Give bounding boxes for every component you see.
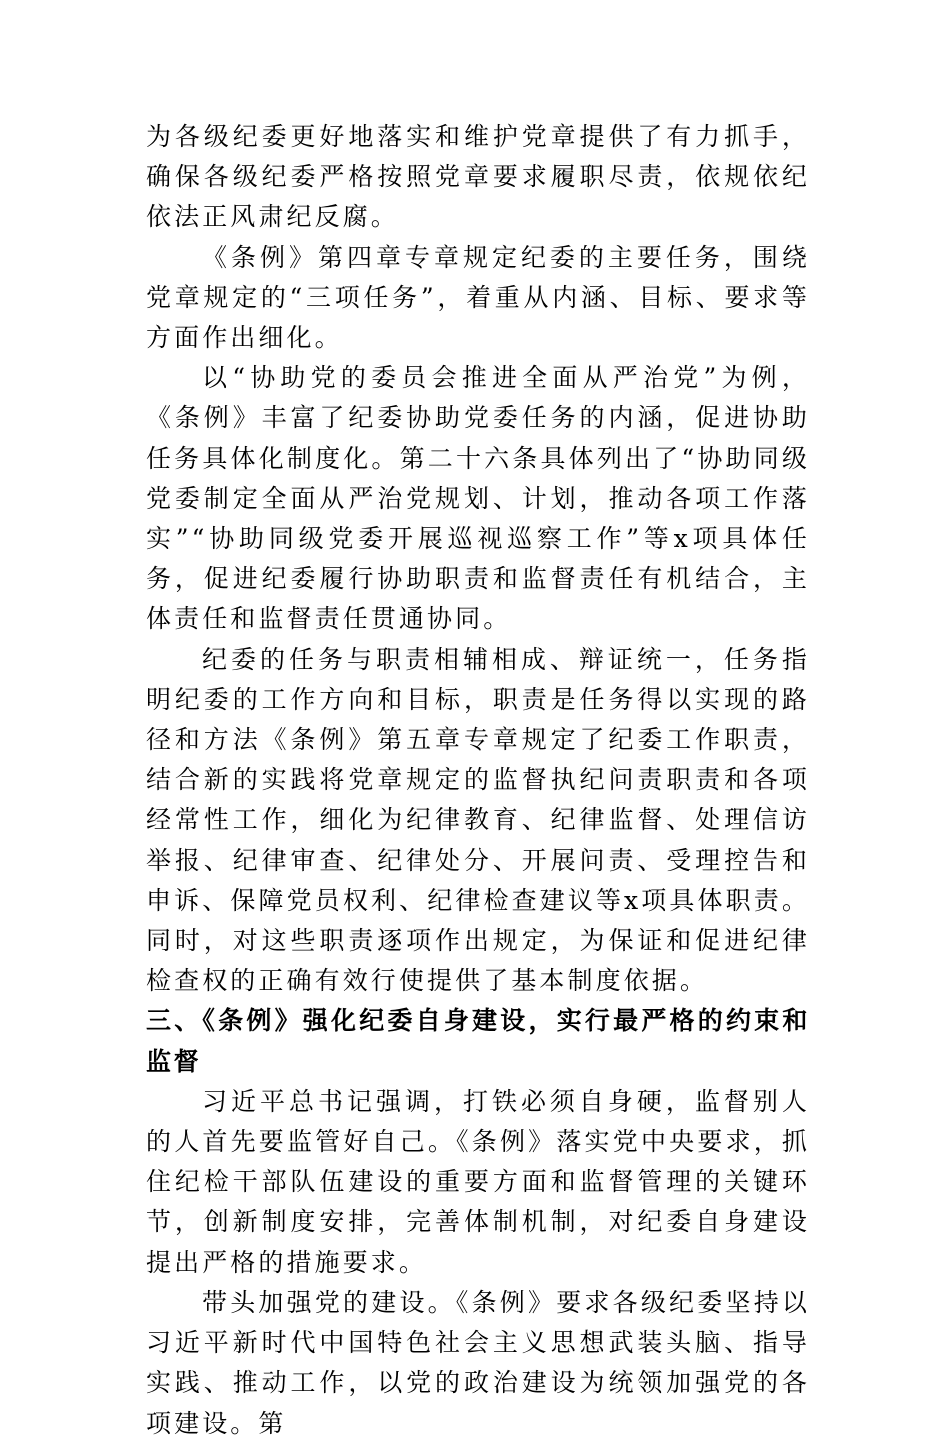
paragraph-intro-continuation: 为各级纪委更好地落实和维护党章提供了有力抓手，确保各级纪委严格按照党章要求履职尽责，依规依纪依法正风肃纪反腐。 [146,122,810,232]
document-body [146,117,810,1444]
paragraph-tasks-and-duties: 纪委的任务与职责相辅相成、辩证统一，任务指明纪委的工作方向和目标，职责是任务得以实现的路径和方法《条例》第五章专章规定了纪委工作职责，结合新的实践将党章规定的监督执纪问责职责和各项经常性工作，细化为纪律教育、纪律监督、处理信访举报、纪律审查、纪律处分、开展问责、受理控告和申诉、保障党员权利、纪律检查建议等x项具体职责。同时，对这些职责逐项作出规定，为保证和促进纪律检查权的正确有效行使提供了基本制度依据。 [146,644,810,996]
paragraph-party-building: 带头加强党的建设。《条例》要求各级纪委坚持以习近平新时代中国特色社会主义思想武装头脑、指导实践、推动工作，以党的政治建设为统领加强党的各项建设。第 [146,1287,810,1438]
paragraph-chapter-four-tasks: 《条例》第四章专章规定纪委的主要任务，围绕党章规定的“三项任务”，着重从内涵、目标、要求等方面作出细化。 [146,242,810,353]
paragraph-self-discipline: 习近平总书记强调，打铁必须自身硬，监督别人的人首先要监管好自己。《条例》落实党中央要求，抓住纪检干部队伍建设的重要方面和监督管理的关键环节，创新制度安排，完善体制机制，对纪委自身建设提出严格的措施要求。 [146,1086,810,1277]
section-heading-three: 三、《条例》强化纪委自身建设，实行最严格的约束和监督 [146,1006,810,1076]
paragraph-assist-party-committee: 以“协助党的委员会推进全面从严治党”为例，《条例》丰富了纪委协助党委任务的内涵，促进协助任务具体化制度化。第二十六条具体列出了“协助同级党委制定全面从严治党规划、计划，推动各项工作落实”“协助同级党委开展巡视巡察工作”等x项具体任务，促进纪委履行协助职责和监督责任有机结合，主体责任和监督责任贯通协同。 [146,363,810,634]
